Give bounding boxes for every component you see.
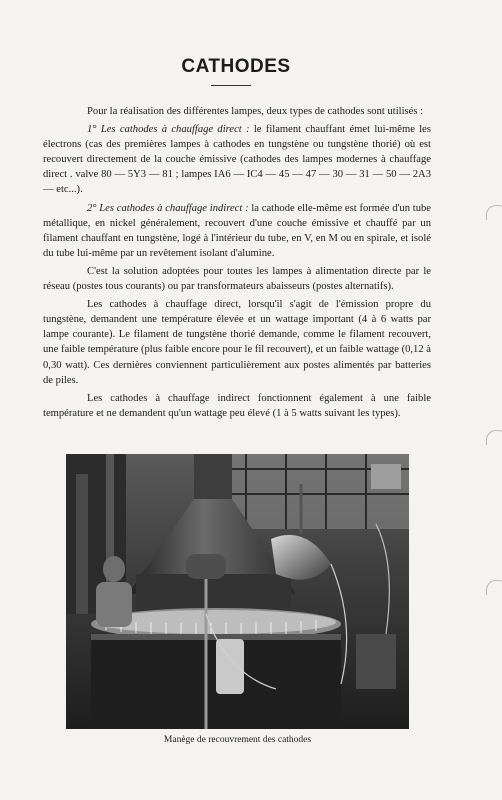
paragraph-text: Pour la réalisation des différentes lampes, deux types de cathodes sont utilisés :: [87, 106, 424, 117]
factory-photo: [66, 454, 409, 729]
paragraph-lead: 2° Les cathodes à chauffage indirect :: [87, 202, 249, 214]
binder-hole-2: [486, 430, 502, 445]
paragraph-text: la cathode elle-même est formée d'un tube métallique, en nickel généralement, recouvert d'une couche émissive et chauffé par un filament chauffant en tungstène, logé à l'intérieur du tube, en V, en M ou en spirale, et isolé du tube lui-même par un revêtement isolant d'alumine.: [43, 202, 431, 259]
photo-caption: Manège de recouvrement des cathodes: [163, 735, 312, 745]
paragraph-text: Les cathodes à chauffage direct, lorsqu'il s'agit de l'émission propre du tungstène, demandent une température élevée et un wattage important (4 à 6 watts par lampe courante). Le filament de tungstène thorié demande, comme le filament recouvert, une faible température (plus faible encore pour le fil recouvert), et un faible wattage (0,12 à 0,30 watt). Ces dernières conviennent particulièrement aux postes alimentés par batteries de piles.: [43, 299, 431, 386]
paragraph-wattage: [43, 297, 431, 388]
binder-hole-3: [486, 580, 502, 595]
paragraph-text: C'est la solution adoptées pour toutes les lampes à alimentation directe par le réseau (postes tous courants) ou par transformateurs abaisseurs (postes alternatifs).: [43, 265, 431, 293]
paragraph-text: Les cathodes à chauffage indirect fonctionnent également à une faible température et ne demandent qu'un wattage peu élevé (1 à 5 watts suivant les types).: [43, 392, 431, 419]
paragraph-text: le filament chauffant émet lui-même les électrons (cas des premières lampes à cathodes en tungstène ou tungstène thorié) où est recouvert directement de la couche émissive (cathodes des lampes modernes à chauffage direct . valve 80 — 5Y3 — 81 ; lampes IA6 — IC4 — 45 — 47 — 30 — 31 — 50 — 2A3 — etc...).: [43, 124, 431, 196]
page-title: CATHODES: [181, 56, 291, 77]
paragraph-indirect-temp: [43, 391, 431, 421]
binder-hole-1: [486, 205, 502, 220]
cathode-coating-machine-image: [66, 454, 409, 729]
paragraph-lead: 1° Les cathodes à chauffage direct :: [87, 124, 250, 136]
paragraph-intro: [43, 104, 431, 119]
paragraph-indirect: [43, 201, 431, 261]
paragraph-solution: [43, 264, 431, 294]
paragraph-direct: [43, 122, 431, 197]
title-underline: [211, 85, 251, 86]
body-text: [43, 104, 431, 424]
